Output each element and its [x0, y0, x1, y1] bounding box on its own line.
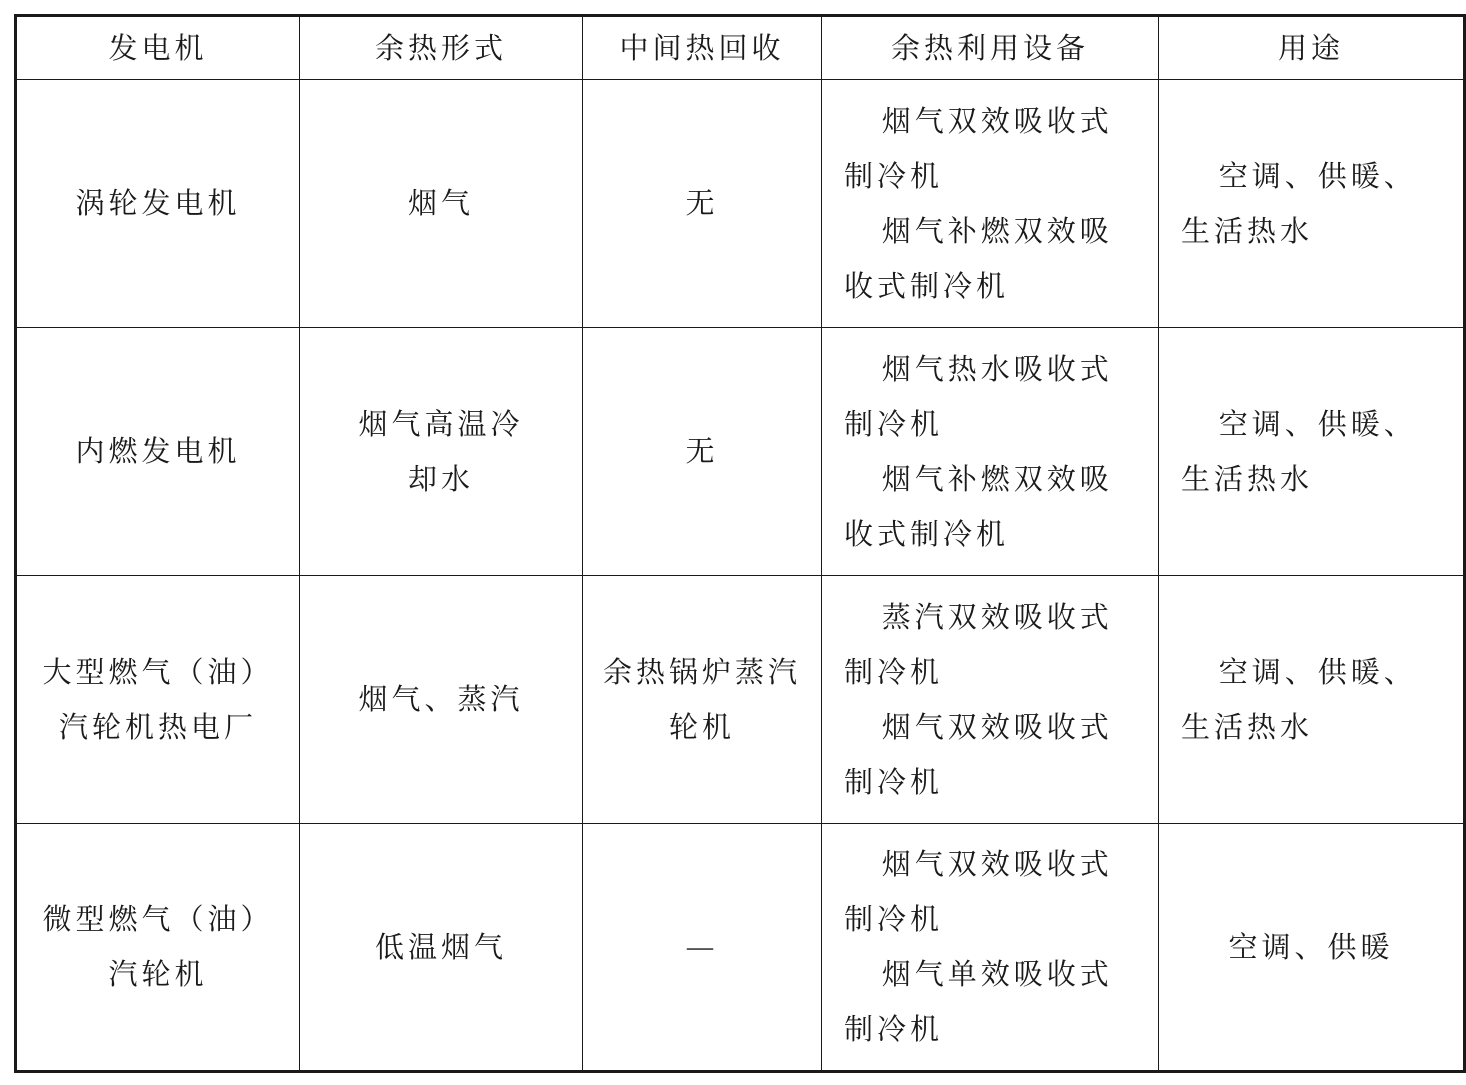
table-row — [16, 80, 1465, 328]
header-recovery: 中间热回收 — [583, 16, 822, 80]
equipment-item: 烟气双效吸收式制冷机 — [844, 709, 1113, 799]
cell-equipment — [822, 576, 1159, 824]
equipment-item: 蒸汽双效吸收式制冷机 — [844, 599, 1113, 689]
equipment-item: 烟气双效吸收式制冷机 — [844, 847, 1113, 936]
waste-heat-table — [14, 14, 1466, 1073]
cell-heat-form: 烟气、蒸汽 — [300, 576, 583, 824]
use-text: 空调、供暖、生活热水 — [1181, 406, 1417, 496]
use-text: 空调、供暖 — [1228, 929, 1394, 964]
table-row — [16, 576, 1465, 824]
use-text: 空调、供暖、生活热水 — [1181, 654, 1417, 744]
cell-generator: 大型燃气（油）汽轮机热电厂 — [16, 576, 300, 824]
table-row — [16, 824, 1465, 1072]
header-use: 用途 — [1159, 16, 1465, 80]
header-heat-form: 余热形式 — [300, 16, 583, 80]
equipment-item: 烟气补燃双效吸收式制冷机 — [844, 213, 1113, 303]
equipment-item: 烟气双效吸收式制冷机 — [844, 103, 1113, 193]
equipment-item: 烟气补燃双效吸收式制冷机 — [844, 461, 1113, 551]
cell-recovery: 无 — [583, 328, 822, 576]
cell-generator: 微型燃气（油）汽轮机 — [16, 824, 300, 1072]
cell-use — [1159, 80, 1465, 328]
table-row — [16, 328, 1465, 576]
header-equipment: 余热利用设备 — [822, 16, 1159, 80]
cell-use — [1159, 576, 1465, 824]
equipment-item: 烟气热水吸收式制冷机 — [844, 351, 1113, 441]
cell-use — [1159, 328, 1465, 576]
cell-heat-form: 低温烟气 — [300, 824, 583, 1072]
cell-generator: 涡轮发电机 — [16, 80, 300, 328]
cell-recovery: 余热锅炉蒸汽轮机 — [583, 576, 822, 824]
cell-heat-form: 烟气高温冷却水 — [300, 328, 583, 576]
equipment-item: 烟气单效吸收式制冷机 — [844, 957, 1113, 1046]
cell-generator: 内燃发电机 — [16, 328, 300, 576]
cell-equipment — [822, 824, 1159, 1072]
cell-recovery: — — [583, 824, 822, 1072]
header-generator: 发电机 — [16, 16, 300, 80]
use-text: 空调、供暖、生活热水 — [1181, 158, 1417, 248]
cell-equipment — [822, 80, 1159, 328]
cell-recovery: 无 — [583, 80, 822, 328]
cell-heat-form: 烟气 — [300, 80, 583, 328]
cell-use — [1159, 824, 1465, 1072]
cell-equipment — [822, 328, 1159, 576]
header-row — [16, 16, 1465, 80]
